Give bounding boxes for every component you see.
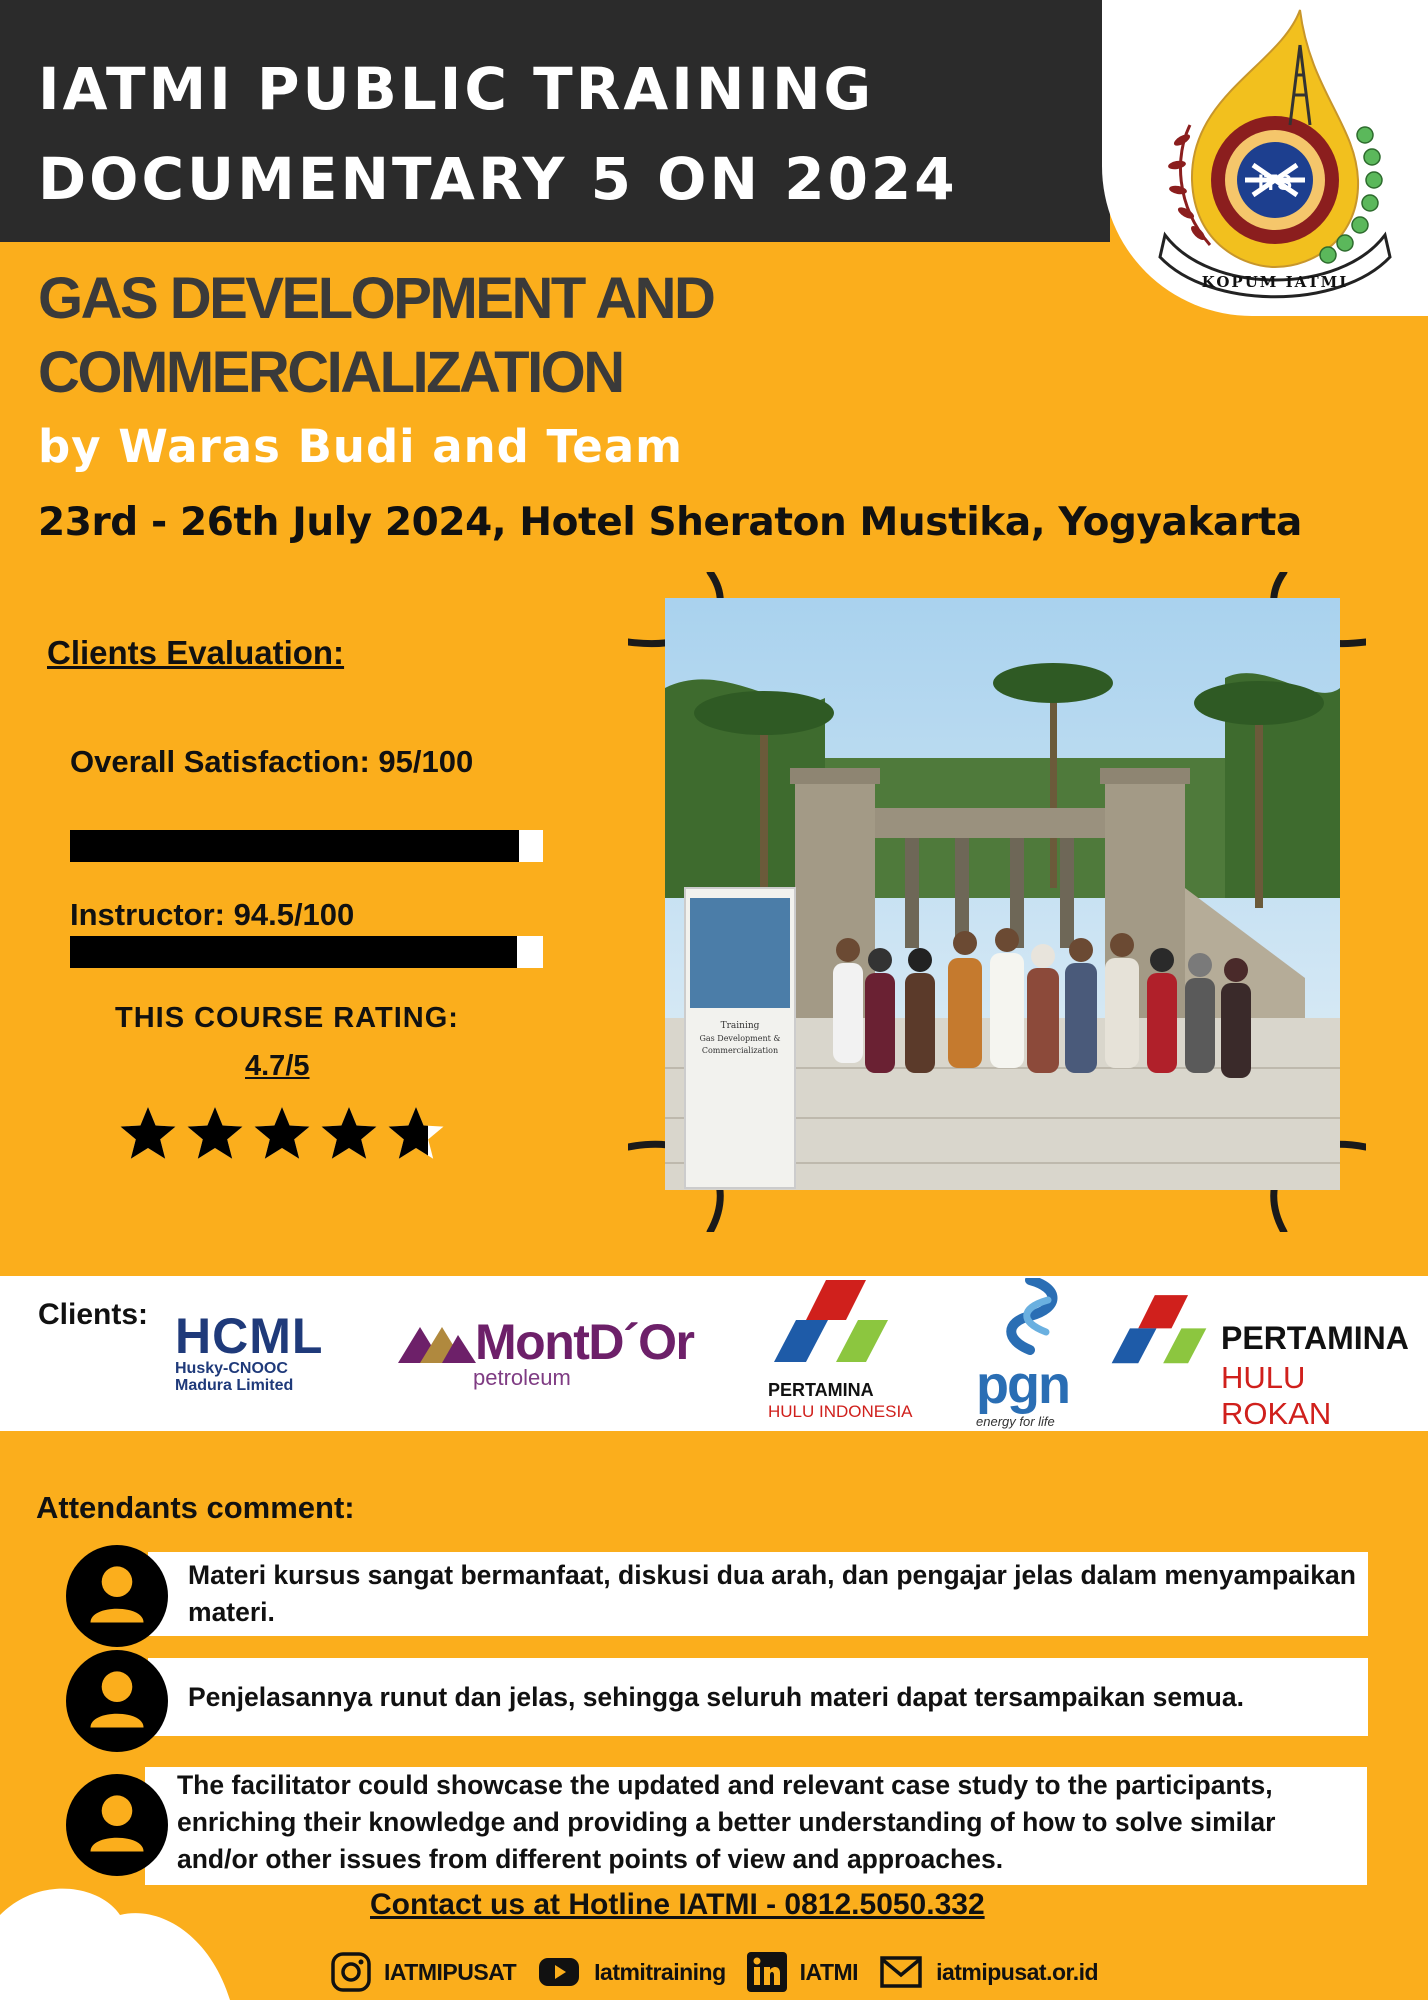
pertamina-symbol-icon	[1105, 1292, 1213, 1378]
svg-text:Gas Development &: Gas Development &	[699, 1034, 781, 1043]
clients-label: Clients:	[38, 1298, 149, 1331]
course-title: GAS DEVELOPMENT AND COMMERCIALIZATION	[38, 266, 714, 405]
instagram-handle[interactable]: IATMIPUSAT	[384, 1958, 517, 1985]
pertamina-hulu-indonesia-logo	[766, 1278, 926, 1428]
comment-box: Materi kursus sangat bermanfaat, diskusi dua arah, dan pengajar jelas dalam menyampaikan materi.	[148, 1552, 1368, 1636]
course-rating-value: 4.7/5	[245, 1050, 310, 1082]
overall-satisfaction-bar-fill	[70, 830, 519, 862]
avatar-icon	[66, 1650, 168, 1752]
pertamina-hulu-rokan-logo	[1103, 1292, 1423, 1431]
iatmi-logo	[1150, 5, 1400, 310]
pertamina-hulu-indonesia-sub: HULU INDONESIA	[768, 1402, 913, 1421]
comment-box: The facilitator could showcase the updated and relevant case study to the participants, enriching their knowledge and providing a better understanding of how to solve similar and/or other issues from different points of view and approaches.	[145, 1767, 1367, 1885]
pertamina-symbol-icon	[766, 1278, 896, 1378]
montdor-mountain-icon	[398, 1317, 476, 1377]
avatar-icon	[66, 1545, 168, 1647]
star-icon	[118, 1104, 178, 1164]
instagram-icon[interactable]	[330, 1951, 372, 1993]
star-icon	[386, 1104, 446, 1164]
course-rating-label: THIS COURSE RATING:	[115, 1002, 459, 1034]
overall-satisfaction-bar	[70, 830, 543, 862]
comments-heading: Attendants comment:	[36, 1490, 355, 1525]
youtube-icon[interactable]	[536, 1951, 582, 1993]
course-instructor: by Waras Budi and Team	[38, 420, 684, 473]
star-icon	[185, 1104, 245, 1164]
svg-text:ITS: ITS	[1257, 170, 1293, 195]
header-title: IATMI PUBLIC TRAINING DOCUMENTARY 5 ON 2024	[38, 55, 958, 213]
rating-stars	[118, 1104, 446, 1164]
pgn-logo-sub: energy for life	[976, 1414, 1055, 1429]
pertamina-hulu-rokan-name: PERTAMINA	[1221, 1320, 1409, 1356]
comment-box: Penjelasannya runut dan jelas, sehingga seluruh materi dapat tersampaikan semua.	[148, 1658, 1368, 1736]
instructor-bar-fill	[70, 936, 517, 968]
star-icon	[319, 1104, 379, 1164]
star-icon	[252, 1104, 312, 1164]
footer-cloud-decoration	[0, 1875, 240, 2000]
social-links	[330, 1950, 1118, 1994]
hcml-logo	[175, 1308, 335, 1394]
overall-satisfaction-label: Overall Satisfaction: 95/100	[70, 744, 474, 779]
svg-text:Commercialization: Commercialization	[701, 1046, 779, 1055]
pgn-logo-name: pgn	[976, 1355, 1069, 1415]
pgn-wave-icon	[990, 1278, 1070, 1358]
hcml-logo-name: HCML	[175, 1308, 324, 1364]
email-icon[interactable]	[878, 1951, 924, 1993]
contact-hotline: Contact us at Hotline IATMI - 0812.5050.332	[370, 1888, 985, 1921]
youtube-handle[interactable]: Iatmitraining	[594, 1958, 726, 1985]
pertamina-hulu-rokan-sub: HULU ROKAN	[1221, 1360, 1332, 1431]
instructor-bar	[70, 936, 543, 968]
email-address[interactable]: iatmipusat.or.id	[936, 1958, 1099, 1985]
montdor-logo	[398, 1313, 708, 1393]
instructor-label: Instructor: 94.5/100	[70, 897, 355, 932]
svg-text:Training: Training	[720, 1021, 760, 1031]
hcml-logo-sub: Husky-CNOOC Madura Limited	[175, 1360, 294, 1394]
course-date-location: 23rd - 26th July 2024, Hotel Sheraton Mustika, Yogyakarta	[38, 500, 1302, 545]
montdor-logo-name: MontD´Or	[475, 1314, 694, 1370]
pertamina-hulu-indonesia-name: PERTAMINA	[768, 1380, 874, 1400]
pgn-logo	[972, 1278, 1082, 1431]
montdor-logo-sub: petroleum	[473, 1365, 571, 1390]
avatar-icon	[66, 1774, 168, 1876]
group-photo	[665, 598, 1340, 1190]
linkedin-handle[interactable]: IATMI	[799, 1958, 859, 1985]
linkedin-icon[interactable]	[746, 1951, 788, 1993]
evaluation-heading: Clients Evaluation:	[47, 634, 345, 671]
svg-text:KOPUM IATMI: KOPUM IATMI	[1201, 273, 1349, 291]
